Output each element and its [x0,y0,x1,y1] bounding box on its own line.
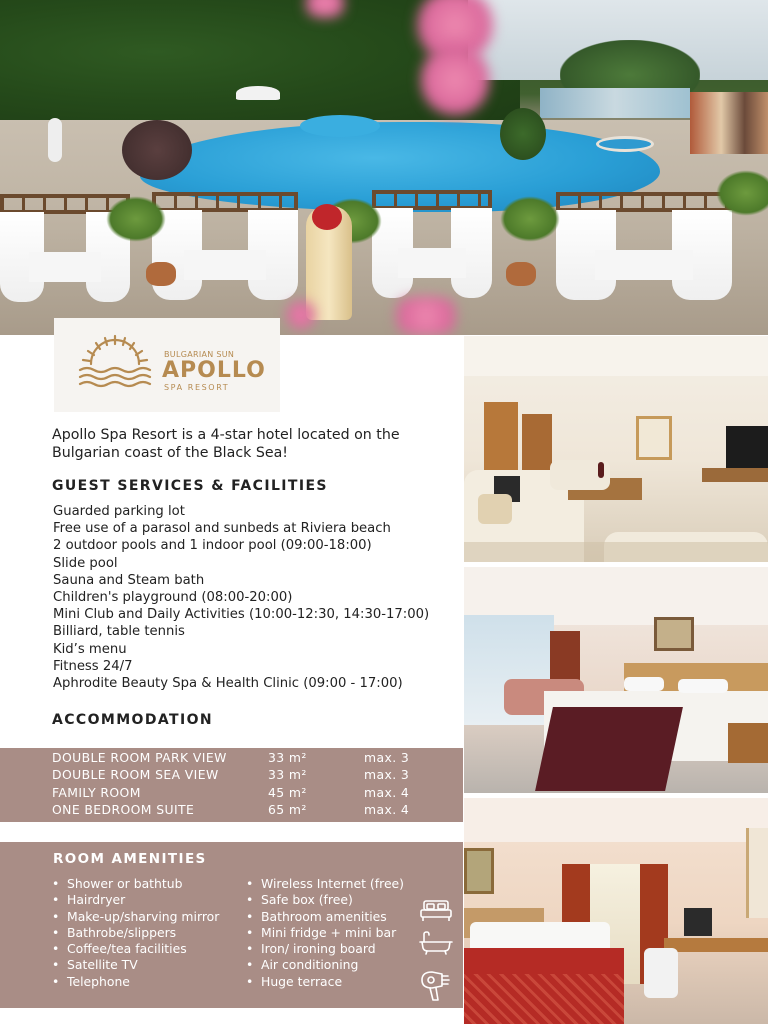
hero-wall-mural [540,88,690,118]
list-item: • Air conditioning [246,957,359,973]
list-item: • Huge terrace [246,973,343,989]
bullet: • [52,973,60,989]
list-item: Children's playground (08:00-20:00) [53,590,293,606]
logo-name: APOLLO [162,358,266,383]
amenities-list-right [246,876,404,990]
room-size: 65 m² [268,802,307,817]
table-row [52,802,463,819]
room-max: max. 3 [364,767,410,782]
amenities-heading: ROOM AMENITIES [53,851,207,867]
list-item: Aphrodite Beauty Spa & Health Clinic (09:00 - 17:00) [53,676,403,692]
hairdryer-icon [418,968,454,1002]
list-item: 2 outdoor pools and 1 indoor pool (09:00-18:00) [53,538,372,554]
intro-text: Apollo Spa Resort is a 4-star hotel located on the Bulgarian coast of the Black Sea! [52,427,400,461]
hero-palm [500,196,560,242]
list-item: • Mini fridge + mini bar [246,924,397,940]
list-item: • Bathrobe/slippers [52,924,177,940]
list-item: • Shower or bathtub [52,876,183,891]
logo-tagline: SPA RESORT [164,383,230,392]
hero-cabana [556,192,732,304]
list-item: • Make-up/sharving mirror [52,908,220,924]
hero-cabana [152,192,298,304]
hero-plant-pot [146,262,176,286]
bullet: • [52,908,60,924]
list-item: Free use of a parasol and sunbeds at Riviera beach [53,521,391,537]
brand-logo [54,318,280,412]
amenities-list-left [52,876,219,990]
bullet: • [52,941,60,957]
hero-pool-photo [0,0,768,335]
hero-pool-tree [500,108,546,160]
room-size: 45 m² [268,785,307,800]
list-item: • Coffee/tea facilities [52,941,187,957]
hero-flower-blossom [386,296,466,335]
bullet: • [52,892,60,908]
bullet: • [246,957,254,973]
list-item: Kid’s menu [53,641,127,657]
room-name: ONE BEDROOM SUITE [52,802,195,817]
list-item: • Bathroom amenities [246,908,387,924]
list-item: Guarded parking lot [53,504,185,519]
bathtub-icon [418,930,454,956]
bullet: • [246,941,254,957]
list-item: Sauna and Steam bath [53,572,205,588]
hero-palm [716,170,768,216]
list-item: • Wireless Internet (free) [246,876,405,891]
table-row [52,767,463,784]
bullet: • [246,973,254,989]
room-size: 33 m² [268,750,307,765]
hero-jacuzzi [596,136,654,152]
room-max: max. 4 [364,802,410,817]
hero-plant-pot [506,262,536,286]
room-name: FAMILY ROOM [52,785,141,800]
list-item: • Safe box (free) [246,892,353,908]
logo-subtitle: BULGARIAN SUN [164,350,235,359]
table-row [52,750,463,767]
hero-flower-blossom [286,300,316,330]
family-room-photo [464,798,768,1024]
room-name: DOUBLE ROOM SEA VIEW [52,767,219,782]
list-item: • Hairdryer [52,892,126,908]
bullet: • [246,908,254,924]
room-name: DOUBLE ROOM PARK VIEW [52,750,227,765]
bullet: • [246,876,254,891]
list-item: Billiard, table tennis [53,624,185,640]
list-item: Fitness 24/7 [53,658,133,674]
bullet: • [246,924,254,940]
bullet: • [246,892,254,908]
list-item: Mini Club and Daily Activities (10:00-12:30, 14:30-17:00) [53,607,430,623]
list-item: • Iron/ ironing board [246,941,376,957]
table-row [52,785,463,802]
bullet: • [52,924,60,940]
hero-palm [106,196,166,242]
hero-parasol-top [312,204,342,230]
hero-umbrella [236,86,280,100]
room-size: 33 m² [268,767,307,782]
services-list [53,503,463,692]
list-item: • Telephone [52,973,130,989]
hero-flower-blossom [420,40,490,120]
hero-shrub [122,120,192,180]
services-heading: GUEST SERVICES & FACILITIES [52,478,328,494]
hero-wall-poster [690,92,768,154]
list-item: • Satellite TV [52,957,138,973]
bedroom-photo [464,567,768,793]
hero-umbrella-closed [48,118,62,162]
list-item: Slide pool [53,555,118,571]
room-max: max. 4 [364,785,410,800]
bullet: • [52,876,60,891]
bullet: • [52,957,60,973]
room-max: max. 3 [364,750,410,765]
accommodation-heading: ACCOMMODATION [52,712,213,728]
hero-pool-back [300,115,380,137]
hero-cabana [372,190,492,302]
living-room-photo [464,336,768,562]
bed-icon [418,898,454,924]
sun-waves-icon [74,332,156,392]
